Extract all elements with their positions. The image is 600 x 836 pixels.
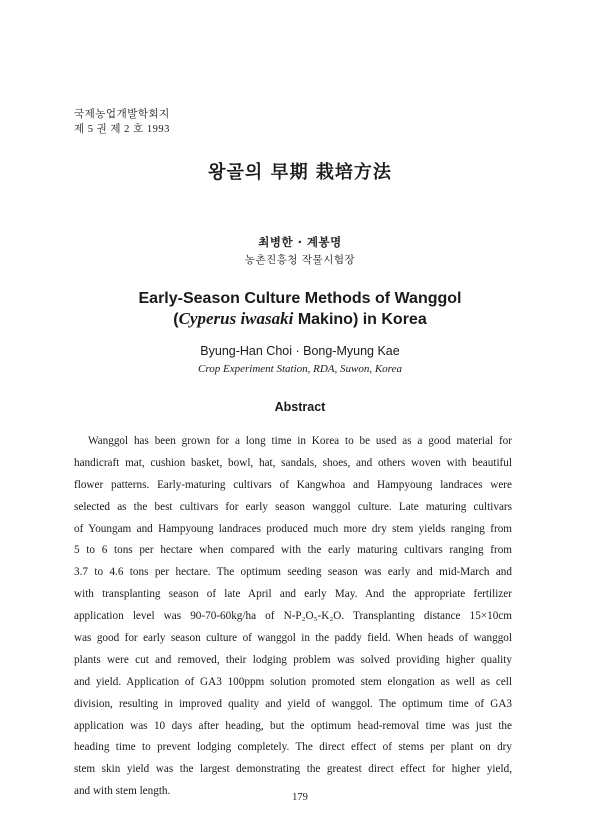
english-authors: Byung-Han Choi · Bong-Myung Kae <box>200 344 400 358</box>
journal-issue: 제 5 권 제 2 호 1993 <box>74 123 170 135</box>
korean-title: 왕골의 早期 栽培方法 <box>208 162 392 183</box>
abstract-heading: Abstract <box>274 400 326 414</box>
abstract-line: selected as the best cultivars for early season wanggol culture. Late maturing cultivars <box>74 500 512 513</box>
abstract-line: 3.7 to 4.6 tons per hectare. The optimum seeding season was early and mid-March and <box>74 566 512 579</box>
page-number: 179 <box>292 792 308 803</box>
abstract-line: handicraft mat, cushion basket, bowl, hat, sandals, shoes, and others woven with beautiful <box>74 456 512 469</box>
english-title-line1: Early-Season Culture Methods of Wanggol <box>138 290 462 307</box>
journal-name: 국제농업개발학회지 <box>74 109 170 120</box>
abstract-line: flower patterns. Early-maturing cultivars of Kangwhoa and Hampyoung landraces were <box>74 478 512 491</box>
abstract-line: plants were cut and removed, their lodging problem was solved providing higher quality <box>74 653 512 666</box>
abstract-line: application was 10 days after heading, but the optimum head-removal time was just the <box>74 719 512 732</box>
title-line2-rest: Makino) in Korea <box>293 311 427 328</box>
english-title-line2 <box>0 309 600 330</box>
abstract-line: application level was 90-70-60kg/ha of N-P₂O₅-K₂O. Transplanting distance 15×10cm <box>74 610 512 623</box>
abstract-line: and yield. Application of GA3 100ppm solution promoted stem elongation as well as cell <box>74 675 512 688</box>
abstract-line: stem skin yield was the largest demonstrating the greatest direct effect for higher yield, <box>74 763 512 776</box>
korean-affiliation: 농촌진흥청 작물시험장 <box>244 254 356 266</box>
abstract-line: of Youngam and Hampyoung landraces produced much more dry stem yields ranging from <box>74 522 512 535</box>
abstract-line: with transplanting season of late April and early May. And the appropriate fertilizer <box>74 588 512 601</box>
abstract-line: 5 to 6 tons per hectare when compared with the early maturing cultivars ranging from <box>74 544 512 557</box>
abstract-line: Wanggol has been grown for a long time in Korea to be used as a good material for <box>88 435 512 447</box>
abstract-line: was good for early season culture of wanggol in the paddy field. When heads of wanggol <box>74 632 512 645</box>
korean-authors: 최병한 · 계봉명 <box>258 235 342 249</box>
abstract-line: and with stem length. <box>74 785 171 798</box>
english-affiliation: Crop Experiment Station, RDA, Suwon, Korea <box>198 363 402 375</box>
english-title <box>0 289 600 330</box>
title-paren-open: ( <box>173 311 179 328</box>
abstract-line: division, resulting in improved quality and yield of wanggol. The optimum time of GA3 <box>74 697 512 710</box>
abstract-line: heading time to prevent lodging completely. The direct effect of stems per plant on dry <box>74 741 512 754</box>
species-name: Cyperus iwasaki <box>178 309 294 328</box>
abstract-body <box>74 431 512 803</box>
journal-header <box>74 108 170 137</box>
